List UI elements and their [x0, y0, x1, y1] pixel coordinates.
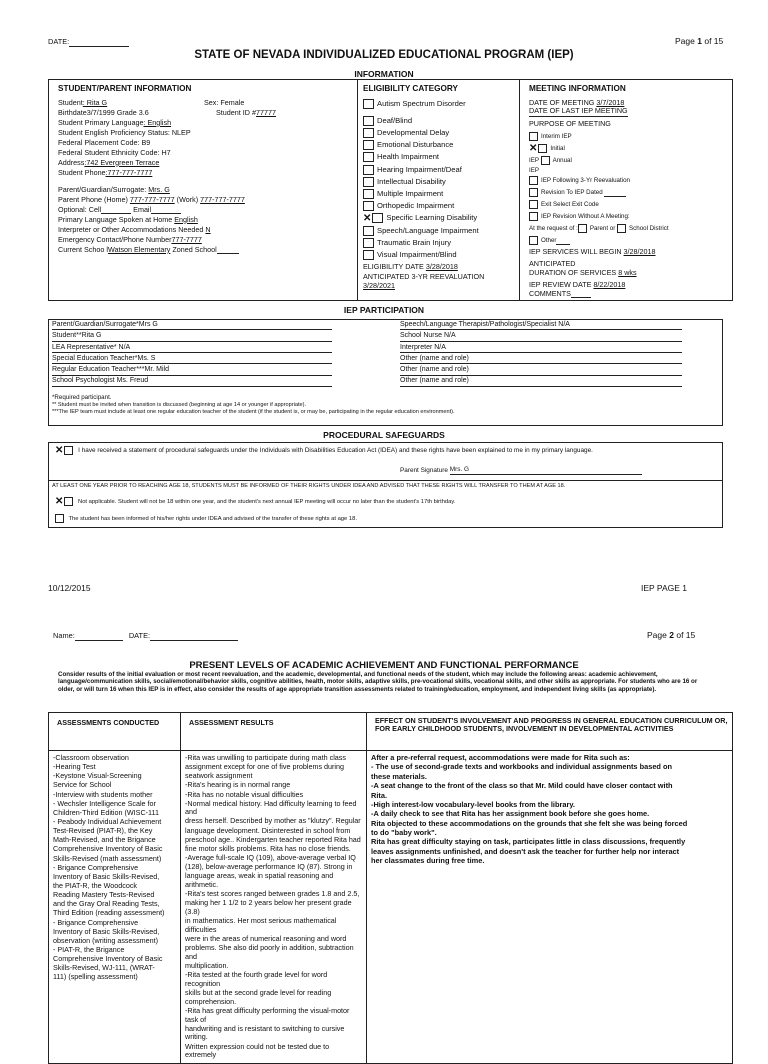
participant-role: School Nurse	[400, 332, 444, 340]
text-line: Inventory of Basic Skills-Revised,	[53, 926, 160, 936]
other-blank[interactable]	[556, 244, 570, 245]
effect-on-student-cell	[367, 751, 733, 1064]
purpose-interim[interactable]	[529, 132, 729, 144]
not-applicable-row[interactable]	[55, 497, 455, 506]
participant-name: Ms. Freud	[116, 377, 149, 385]
text-line: -Rita has great difficulty performing the visual-motor task of	[185, 1005, 350, 1024]
eligibility-list	[363, 99, 515, 262]
eligibility-label: Intellectual Disability	[377, 176, 446, 186]
name-blank[interactable]	[75, 640, 123, 641]
primary-language-label: Student Primary Language	[58, 117, 144, 127]
ethnicity-code: Federal Student Ethnicity Code: H7	[58, 147, 171, 157]
participant-line[interactable]	[52, 332, 332, 341]
student-parent-section	[58, 84, 353, 256]
divider-1	[357, 79, 358, 301]
text-line: language development. Disinterested in school from	[185, 825, 351, 835]
text-line: language areas, weak in spatial reasoning and arithmetic.	[185, 871, 334, 889]
student-name: : Rita G	[82, 97, 108, 107]
present-levels-intro: Consider results of the initial evaluation or most recent reevaluation, and the academic, developmental, and functional needs of the student, which may include the following areas: academic achievement, language/communication skills, social/emotional/behavior skills, cognitive abilities, health, motor skills, adaptive skills, pre-vocational skills, vocational skills, and other skills as appropriate. For students who are 16 or older, or will turn 16 when this IEP is in effect, also consider the results of age appropriate transition assessments related to training/education, employment, and independent living skills (as appropriate).	[58, 671, 698, 693]
participation-heading: IEP PARTICIPATION	[343, 305, 425, 315]
text-line: 111) (spelling assessment)	[53, 972, 138, 982]
text-line: -Keystone Visual-Screening	[53, 771, 142, 781]
text-line: her classmates during free time.	[371, 856, 485, 866]
purpose-revision-without[interactable]	[529, 212, 729, 224]
informed-row[interactable]	[55, 514, 357, 523]
eligibility-option[interactable]	[363, 201, 515, 213]
date-blank[interactable]	[69, 46, 129, 47]
participant-role: LEA Representative*	[52, 343, 119, 351]
date-label-2: DATE:	[128, 631, 151, 640]
eligibility-label: Specific Learning Disability	[386, 213, 478, 223]
text-line: Skills-Revised (math assessment)	[53, 853, 162, 863]
assessment-body-row	[49, 751, 733, 1064]
participant-role: Interpreter	[400, 343, 435, 351]
text-line: Service for School	[53, 780, 112, 790]
emergency-label: Emergency Contact/Phone Number	[58, 234, 172, 244]
text-line: Test-Revised (PIAT-R), the Key	[53, 826, 153, 836]
text-line: making her 1 1/2 to 2 years below her present grade (3.8)	[185, 898, 352, 916]
text-line: Rita.	[371, 790, 388, 800]
eligibility-checkbox[interactable]	[363, 116, 374, 126]
text-line: and the Gray Oral Reading Tests,	[53, 899, 160, 909]
eligibility-option[interactable]	[363, 250, 515, 262]
services-begin-value: 3/28/2018	[623, 246, 656, 256]
text-line: these materials.	[371, 771, 427, 781]
student-sex: Sex: Female	[204, 97, 245, 107]
text-line: Written expression could not be tested due to extremely	[185, 1041, 330, 1060]
interpreter-needed-label: Interpreter or Other Accommodations Needed	[58, 224, 206, 234]
participant-name: Ms. S	[137, 354, 156, 362]
eligibility-label: Health Impairment	[377, 152, 440, 162]
text-line: -Normal medical history. Had difficulty learning to feed and	[185, 798, 357, 817]
text-line: (128), below-average performance IQ (87). Strong in	[185, 862, 353, 872]
eligibility-option[interactable]	[363, 152, 515, 164]
text-line: -High interest-low vocabulary-level books from the library.	[371, 799, 575, 809]
parent-signature-row	[400, 466, 642, 475]
text-line: - Brigance Comprehensive	[53, 862, 139, 872]
page-number	[675, 36, 723, 46]
assessment-header-row	[49, 713, 733, 751]
eligibility-checkbox[interactable]	[363, 128, 374, 138]
revision-without-label: IEP Revision Without A Meeting:	[541, 212, 630, 220]
signature-line[interactable]	[450, 466, 642, 475]
eligibility-option[interactable]	[363, 128, 515, 140]
participant-role: Other (name and role)	[400, 377, 469, 385]
eligibility-label: Orthopedic Impairment	[377, 201, 455, 211]
eligibility-checkbox[interactable]	[363, 99, 374, 109]
purpose-label: PURPOSE OF MEETING	[529, 118, 611, 128]
revision-without-checkbox[interactable]	[529, 212, 538, 221]
work-label: (Work)	[174, 194, 201, 204]
meeting-date-label: DATE OF MEETING	[529, 97, 597, 107]
text-line: the PIAT-R, the Woodcock	[53, 880, 138, 890]
text-line: were in the areas of numerical reasoning and word	[185, 933, 347, 943]
text-line: - Wechsler Intelligence Scale for	[53, 798, 156, 808]
cell-label: Optional: Cell	[58, 204, 102, 214]
safeguards-statement-row[interactable]	[55, 446, 593, 455]
meeting-section	[529, 84, 729, 299]
text-line: to do "baby work".	[371, 828, 437, 837]
not-applicable-check-icon: ✕	[55, 496, 64, 507]
services-begin-label: IEP SERVICES WILL BEGIN	[529, 246, 624, 256]
participant-role: Other (name and role)	[400, 354, 469, 362]
participant-row	[400, 332, 690, 343]
parent-phone-work: 777-777-7777	[200, 194, 245, 204]
participation-left	[52, 321, 372, 389]
eligibility-label: Speech/Language Impairment	[377, 225, 479, 235]
participant-row	[400, 321, 690, 332]
purpose-following[interactable]	[529, 176, 729, 188]
participant-line[interactable]	[400, 355, 682, 364]
age-18-notice: AT LEAST ONE YEAR PRIOR TO REACHING AGE 18, STUDENTS MUST BE INFORMED OF THEIR RIGHTS UNDER IDEA AND ADVISED THAT THESE RIGHTS WILL TRANSFER TO THEM AT AGE 18.	[52, 483, 566, 489]
iep-label-1: IEP	[529, 156, 539, 164]
address-label: Address	[58, 157, 85, 167]
participant-row	[52, 344, 372, 355]
eligibility-label: Hearing Impairment/Deaf	[377, 164, 462, 174]
participant-name: N/A	[443, 332, 456, 340]
footer-page-label: IEP PAGE 1	[641, 583, 687, 593]
eligibility-label: Visual Impairment/Blind	[377, 249, 457, 259]
participation-right	[400, 321, 690, 389]
text-line: comprehension.	[185, 996, 237, 1006]
following-label: IEP Following 3-Yr Reevaluation	[541, 176, 630, 184]
assessments-conducted-cell	[49, 751, 181, 1064]
participant-row	[52, 377, 372, 388]
text-line: skills but at the second grade level for reading	[185, 987, 332, 997]
exit-label: Exit Select Exit Code	[541, 200, 599, 208]
participant-role: Special Education Teacher*	[52, 354, 138, 362]
student-phone-value: :777-777-7777	[105, 167, 153, 177]
text-line: preschool age.. Kindergarten teacher reported Rita had	[185, 834, 361, 844]
participant-row	[52, 332, 372, 343]
text-line: - PIAT-R, the Brigance	[53, 944, 125, 954]
participant-row	[400, 344, 690, 355]
eligibility-option[interactable]	[363, 140, 515, 152]
signature-label: Parent Signature	[400, 467, 450, 474]
parent-phone-home: 777-777-7777	[129, 194, 175, 204]
footer-date: 10/12/2015	[48, 583, 91, 593]
eligibility-option[interactable]	[363, 99, 515, 116]
other-checkbox[interactable]	[529, 236, 538, 245]
purpose-initial[interactable]	[529, 144, 729, 156]
eligibility-heading: ELIGIBILITY CATEGORY	[363, 84, 458, 93]
comments-blank[interactable]	[571, 297, 591, 298]
zoned-school-label: Zoned School	[170, 244, 217, 254]
text-line: fine motor skills problems. Rita has no close friends.	[185, 843, 351, 853]
participant-row	[400, 355, 690, 366]
text-line: in mathematics. Her most serious mathematical difficulties	[185, 916, 337, 934]
participant-line[interactable]	[52, 321, 332, 330]
primary-language-value: : English	[143, 117, 172, 127]
assessment-results-cell	[181, 751, 367, 1064]
page-number-2	[647, 630, 695, 640]
review-date-label: IEP REVIEW DATE	[529, 279, 594, 289]
meeting-heading: MEETING INFORMATION	[529, 84, 626, 93]
participant-line[interactable]	[400, 344, 682, 353]
interim-checkbox[interactable]	[529, 132, 538, 141]
participant-name: N/A	[118, 343, 131, 351]
text-line: Skills-Revised, WJ-111, (WRAT-	[53, 963, 155, 973]
initial-check-icon: ✕	[529, 142, 538, 154]
text-line: observation (writing assessment)	[53, 935, 159, 945]
not-applicable-checkbox[interactable]	[64, 497, 73, 506]
eligibility-option[interactable]	[363, 116, 515, 128]
participant-row	[52, 355, 372, 366]
informed-text: The student has been informed of his/her rights under IDEA and advised of the transfer of these rights at age 18.	[68, 516, 357, 523]
parent-checkbox[interactable]	[578, 224, 587, 233]
student-label: Student	[58, 97, 83, 107]
information-heading: INFORMATION	[354, 69, 414, 79]
purpose-revision[interactable]	[529, 188, 729, 200]
document-title: STATE OF NEVADA INDIVIDUALIZED EDUCATIONAL PROGRAM (IEP)	[194, 49, 574, 61]
assessment-table	[48, 712, 733, 1064]
placement-code: Federal Placement Code: B9	[58, 137, 151, 147]
participant-role: School Psychologist	[52, 377, 117, 385]
school-label: Current Schoo l	[58, 244, 108, 254]
participant-name: Mrs G	[138, 321, 158, 328]
review-date-value: 8/22/2018	[593, 279, 626, 289]
participant-line[interactable]	[52, 355, 332, 364]
eligibility-label: Multiple Impairment	[377, 188, 444, 198]
participant-role: Student**	[52, 332, 82, 340]
school-value: Watson Elementary	[107, 244, 171, 254]
eligibility-option[interactable]	[363, 238, 515, 250]
name-date-row	[53, 632, 238, 641]
following-checkbox[interactable]	[529, 176, 538, 185]
meeting-date-value: 3/7/2018	[596, 97, 625, 107]
signature-value: Mrs. G	[449, 466, 469, 473]
anticipated-reeval-value: 3/28/2021	[363, 281, 395, 291]
eligibility-label: Autism Spectrum Disorder	[377, 98, 466, 108]
participant-line[interactable]	[400, 366, 682, 375]
eligibility-label: Emotional Disturbance	[377, 140, 454, 150]
participant-role: Regular Education Teacher***	[52, 366, 145, 374]
eligibility-checkbox[interactable]	[363, 250, 374, 260]
purpose-exit[interactable]	[529, 200, 729, 212]
text-line: Math-Revised, and the Brigance	[53, 835, 156, 845]
annual-label: Annual	[552, 156, 572, 164]
text-line: -Rita's test scores ranged between grades 1.8 and 2.5,	[185, 889, 360, 899]
participant-row	[400, 377, 690, 388]
text-line: Comprehensive Inventory of Basic	[53, 844, 163, 854]
date-blank-2[interactable]	[150, 640, 238, 641]
page-prefix: Page	[675, 36, 695, 46]
eligibility-checkbox[interactable]	[363, 177, 374, 187]
last-iep-label: DATE OF LAST IEP MEETING	[529, 105, 628, 115]
text-line: Reading Mastery Tests-Revised	[53, 890, 155, 900]
text-line: assignment except for one of five problems during	[185, 762, 345, 772]
participation-notes	[52, 394, 455, 416]
comments-label: COMMENTS	[529, 288, 571, 298]
col-assessment-results: ASSESSMENT RESULTS	[181, 713, 367, 751]
revision-blank[interactable]	[604, 196, 626, 197]
school-district-label: School District	[629, 224, 669, 232]
participant-line[interactable]	[52, 344, 332, 353]
participant-role: Other (name and role)	[400, 366, 469, 374]
text-line: - The use of second-grade texts and workbooks and individual assignments based on	[371, 762, 673, 772]
text-line: -A seat change to the front of the class so that Mr. Mild could have closer contact with	[371, 781, 673, 791]
not-applicable-text: Not applicable. Student will not be 18 within one year, and the student's next annual IEP meeting will occur no later than the student's 17th birthday.	[78, 499, 456, 506]
participant-role: Parent/Guardian/Surrogate*	[52, 321, 139, 328]
anticipated-reeval-label: ANTICIPATED 3-YR REEVALUATION	[363, 272, 485, 282]
emergency-value: 777-7777	[171, 234, 202, 244]
student-id-label: Student ID #	[216, 107, 256, 117]
text-line: -Rita tested at the fourth grade level for word recognition	[185, 969, 328, 988]
participant-name: Rita G	[81, 332, 102, 340]
text-line: multiplication.	[185, 960, 229, 970]
eligibility-date-label: ELIGIBILITY DATE	[363, 262, 426, 272]
text-line: -A daily check to see that Rita has her assignment book before she goes home.	[371, 809, 650, 819]
surrogate-value: Mrs. G	[148, 184, 170, 194]
informed-checkbox[interactable]	[55, 514, 64, 523]
text-line: problems. She also did poorly in addition, subtraction and	[185, 942, 354, 961]
text-line: -Average full-scale IQ (109), above-average verbal IQ	[185, 853, 356, 863]
interpreter-needed-value: N	[205, 224, 211, 234]
text-line: Rita has great difficulty staying on task, participates little in class discussions, frequently	[371, 837, 686, 847]
eligibility-label: Deaf/Blind	[377, 115, 413, 125]
text-line: After a pre-referral request, accommodations were made for Rita such as:	[371, 753, 630, 762]
col-assessments-conducted: ASSESSMENTS CONDUCTED	[49, 713, 181, 751]
text-line: -Interview with students mother	[53, 789, 153, 799]
participant-row	[52, 321, 372, 332]
text-line: handwriting and is resistant to switching to cursive writing.	[185, 1023, 345, 1042]
eligibility-date-value: 3/28/2018	[425, 262, 458, 272]
text-line: Rita objected to these accommodations on the grounds that she felt she was being forced	[371, 818, 688, 828]
interim-label: Interim IEP	[541, 132, 572, 140]
eligibility-option[interactable]	[363, 226, 515, 238]
text-line: Inventory of Basic Skills-Revised,	[53, 871, 160, 881]
annual-checkbox[interactable]	[541, 156, 550, 165]
page-of-2: of 15	[676, 630, 696, 640]
duration-label: DURATION OF SERVICES	[529, 267, 619, 277]
note-student: ** Student must be invited when transition is discussed (beginning at age 14 or younger if appropriate).	[52, 401, 307, 408]
eligibility-checkbox[interactable]	[363, 226, 374, 236]
text-line: seatwork assignment	[185, 771, 253, 781]
safeguards-divider	[48, 480, 723, 481]
duration-value: 8 wks	[618, 267, 637, 277]
present-levels-title: PRESENT LEVELS OF ACADEMIC ACHIEVEMENT AND FUNCTIONAL PERFORMANCE	[189, 660, 579, 671]
eligibility-section	[363, 84, 515, 291]
eligibility-option[interactable]	[363, 189, 515, 201]
student-birthdate: Birthdate3/7/1999 Grade 3.6	[58, 107, 149, 117]
initial-checkbox[interactable]	[538, 144, 547, 153]
text-line: - Brigance Comprehensive	[53, 917, 139, 927]
safeguards-heading: PROCEDURAL SAFEGUARDS	[323, 430, 445, 440]
revision-checkbox[interactable]	[529, 188, 538, 197]
purpose-annual[interactable]	[529, 156, 729, 167]
english-proficiency: Student English Proficiency Status: NLEP	[58, 127, 191, 137]
safeguards-statement: I have received a statement of procedural safeguards under the Individuals with Disabilities Education Act (IDEA) and these rights have been explained to me in my primary language.	[78, 447, 593, 455]
participant-line[interactable]	[400, 321, 682, 330]
text-line: Children-Third Edition (WISC-111	[53, 807, 159, 817]
safeguards-check-icon: ✕	[55, 445, 64, 456]
eligibility-option[interactable]	[363, 213, 515, 225]
student-parent-heading: STUDENT/PARENT INFORMATION	[58, 84, 192, 93]
participant-row	[52, 366, 372, 377]
participant-name: Mr. Mild	[144, 366, 169, 374]
text-line: dress herself. Described by mother as "klutzy". Regular	[185, 816, 361, 826]
eligibility-checkbox[interactable]	[363, 201, 374, 211]
participant-name: N/A	[434, 343, 446, 351]
participant-line[interactable]	[400, 377, 682, 386]
address-value: :742 Evergreen Terrace	[84, 157, 160, 167]
eligibility-label: Developmental Delay	[377, 128, 450, 138]
eligibility-checkbox[interactable]	[372, 213, 383, 223]
eligibility-checkbox[interactable]	[363, 140, 374, 150]
text-line: Comprehensive Inventory of Basic	[53, 954, 163, 964]
eligibility-checkbox[interactable]	[363, 152, 374, 162]
text-line: -Rita's hearing is in normal range	[185, 780, 291, 790]
home-language-value: English	[174, 214, 198, 224]
page-num-2: 2	[669, 630, 674, 640]
participant-line[interactable]	[52, 366, 332, 375]
text-line: -Hearing Test	[53, 762, 96, 772]
page-num: 1	[697, 36, 702, 46]
eligibility-check-icon: ✕	[363, 212, 372, 224]
exit-checkbox[interactable]	[529, 200, 538, 209]
request-row	[529, 224, 729, 236]
surrogate-label: Parent/Guardian/Surrogate:	[58, 184, 149, 194]
note-required: *Required participant.	[52, 394, 112, 401]
name-label: Name:	[53, 631, 75, 640]
col-effect-on-student: EFFECT ON STUDENT'S INVOLVEMENT AND PROGRESS IN GENERAL EDUCATION CURRICULUM OR, FOR EARLY CHILDHOOD STUDENTS, INVOLVEMENT IN DEVELOPMENTAL ACTIVITIES	[367, 713, 733, 751]
student-phone-label: Student Phone	[58, 167, 106, 177]
revision-label: Revision To IEP Dated	[541, 188, 603, 196]
eligibility-checkbox[interactable]	[363, 189, 374, 199]
text-line: -Rita has no notable visual difficulties	[185, 789, 304, 799]
page-prefix-2: Page	[647, 630, 667, 640]
eligibility-option[interactable]	[363, 165, 515, 177]
safeguards-checkbox[interactable]	[64, 446, 73, 455]
participant-role: Speech/Language Therapist/Pathologist/Specialist	[400, 321, 559, 328]
eligibility-label: Traumatic Brain Injury	[377, 237, 451, 247]
eligibility-option[interactable]	[363, 177, 515, 189]
initial-label: Initial	[550, 144, 565, 152]
eligibility-checkbox[interactable]	[363, 165, 374, 175]
home-language-label: Primary Language Spoken at Home	[58, 214, 175, 224]
date-label: DATE:	[48, 37, 70, 46]
parent-phone-label: Parent Phone (Home)	[58, 194, 130, 204]
other-label: Other	[541, 236, 557, 244]
student-id-value: 77777	[255, 107, 276, 117]
participant-row	[400, 366, 690, 377]
request-label: At the request of :	[529, 224, 578, 232]
text-line: - Peabody Individual Achievement	[53, 816, 162, 826]
divider-2	[519, 79, 520, 301]
anticipated-label: ANTICIPATED	[529, 258, 576, 268]
text-line: Third Edition (reading assessment)	[53, 908, 165, 918]
email-label: Email	[133, 204, 152, 214]
school-district-checkbox[interactable]	[617, 224, 626, 233]
participant-line[interactable]	[400, 332, 682, 341]
text-line: leaves assignments unfinished, and doesn't ask the teacher for further help nor interact	[371, 846, 680, 856]
zoned-school-blank[interactable]	[217, 253, 239, 254]
page-of: of 15	[704, 36, 724, 46]
participant-name: N/A	[558, 321, 570, 328]
text-line: -Classroom observation	[53, 753, 129, 762]
eligibility-checkbox[interactable]	[363, 238, 374, 248]
text-line: -Rita was unwilling to participate during math class	[185, 753, 346, 762]
note-regular-teacher: ***The IEP team must include at least one regular education teacher of the student (if the student is, or may be, participating in the regular education environment).	[52, 408, 455, 415]
participant-line[interactable]	[52, 377, 332, 386]
date-field	[48, 38, 129, 47]
iep-label-2: IEP	[529, 166, 539, 174]
parent-or-label: Parent or	[589, 224, 616, 232]
